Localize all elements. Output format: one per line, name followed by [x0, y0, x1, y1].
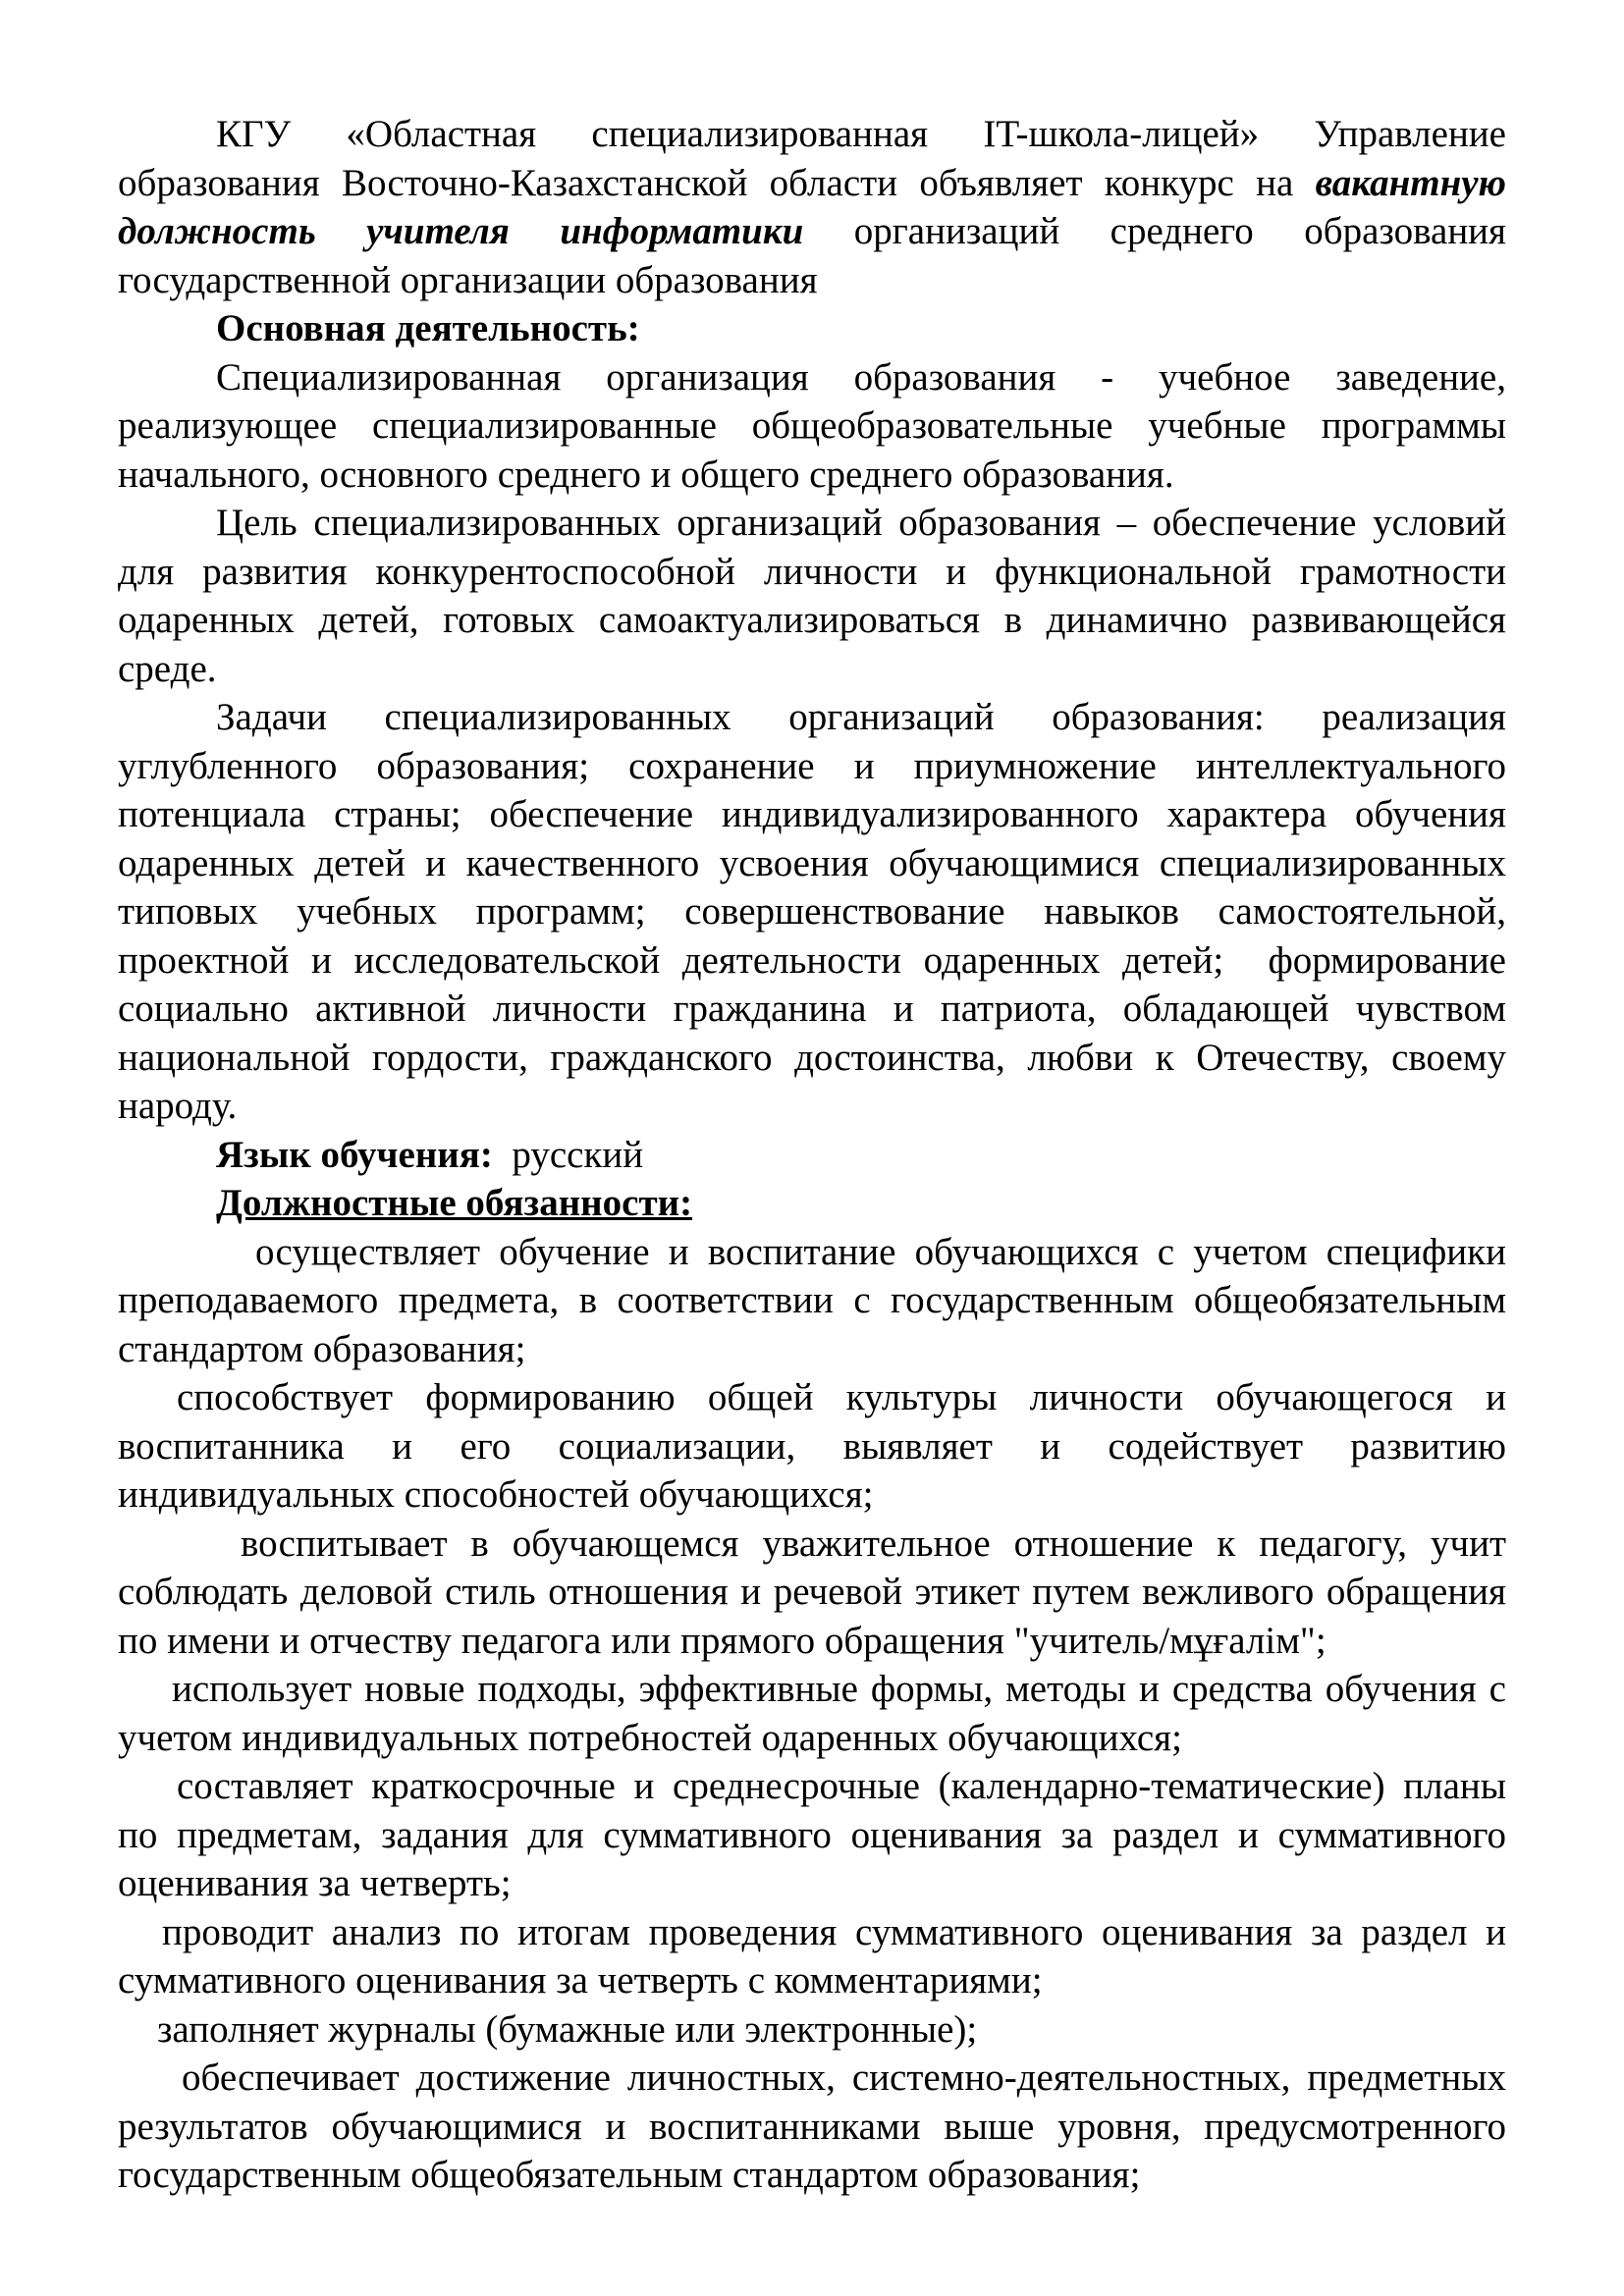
- text-run: воспитывает в обучающемся уважительное отношение к педагогу, учит соблюдать деловой стиль отношения и речевой этикет путем вежливого обращения по имени и отчеству педагога или прямого обращения "учитель/мұғалім";: [118, 1522, 1506, 1662]
- paragraph: [118, 693, 1506, 1131]
- paragraph: [118, 353, 1506, 500]
- paragraph: [118, 110, 1506, 304]
- text-run: способствует формированию общей культуры личности обучающегося и воспитанника и его социализации, выявляет и содействует развитию индивидуальных способностей обучающихся;: [118, 1376, 1506, 1516]
- paragraph: [118, 1908, 1506, 2005]
- text-run: Должностные обязанности:: [216, 1182, 693, 1224]
- paragraph: [118, 499, 1506, 693]
- document-body: [118, 110, 1506, 2200]
- paragraph: [118, 1762, 1506, 1908]
- text-run: использует новые подходы, эффективные формы, методы и средства обучения с учетом индивидуальных потребностей одаренных обучающихся;: [118, 1668, 1506, 1759]
- paragraph: [118, 1520, 1506, 1666]
- text-run: КГУ «Областная специализированная IT-школа-лицей» Управление образования Восточно-Казахстанской области объявляет конкурс на: [118, 113, 1506, 204]
- paragraph: [118, 2005, 1506, 2055]
- paragraph: [118, 1665, 1506, 1762]
- paragraph: [118, 1179, 1506, 1228]
- paragraph: [118, 1373, 1506, 1520]
- paragraph: [118, 304, 1506, 353]
- text-run: вакантную должность учителя информатики: [118, 161, 1506, 252]
- text-run: Специализированная организация образования - учебное заведение, реализующее специализированные общеобразовательные учебные программы начального, основного среднего и общего среднего образования.: [118, 355, 1506, 496]
- text-run: заполняет журналы (бумажные или электронные);: [157, 2007, 978, 2051]
- text-run: осуществляет обучение и воспитание обучающихся с учетом специфики преподаваемого предмета, в соответствии с государственным общеобязательным стандартом образования;: [118, 1230, 1506, 1370]
- text-run: русский: [492, 1133, 644, 1176]
- text-run: составляет краткосрочные и среднесрочные (календарно-тематические) планы по предметам, задания для суммативного оценивания за раздел и суммативного оценивания за четверть;: [118, 1765, 1506, 1904]
- text-run: организаций среднего образования государственной организации образования: [118, 210, 1506, 301]
- paragraph: [118, 2054, 1506, 2200]
- paragraph: [118, 1228, 1506, 1374]
- text-run: Цель специализированных организаций образования – обеспечение условий для развития конкурентоспособной личности и функциональной грамотности одаренных детей, готовых самоактуализироваться в динамично развивающейся среде.: [118, 502, 1506, 690]
- text-run: Язык обучения:: [216, 1133, 493, 1176]
- text-run: обеспечивает достижение личностных, системно-деятельностных, предметных результатов обучающимися и воспитанниками выше уровня, предусмотренного государственным общеобязательным стандартом образования;: [118, 2056, 1506, 2196]
- text-run: проводит анализ по итогам проведения суммативного оценивания за раздел и суммативного оценивания за четверть с комментариями;: [118, 1910, 1506, 2002]
- paragraph: [118, 1131, 1506, 1180]
- text-run: Основная деятельность:: [216, 307, 640, 349]
- text-run: Задачи специализированных организаций образования: реализация углубленного образования; сохранение и приумножение интеллектуального потенциала страны; обеспечение индивидуализированного характера обучения одаренных детей и качественного усвоения обучающимися специализированных типовых учебных программ; совершенствование навыков самостоятельной, проектной и исследовательской деятельности одаренных детей; формирование социально активной личности гражданина и патриота, обладающей чувством национальной гордости, гражданского достоинства, любви к Отечеству, своему народу.: [118, 696, 1506, 1127]
